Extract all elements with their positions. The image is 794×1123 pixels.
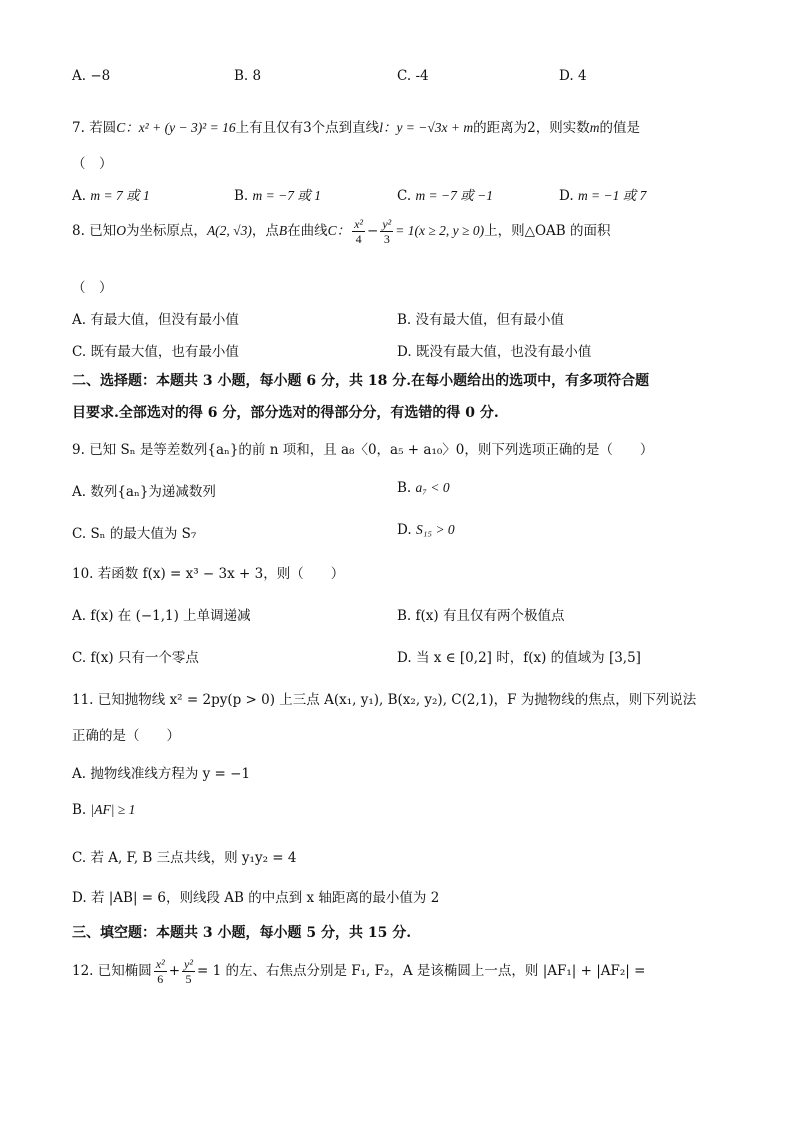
q8-fraction-x: $\frac{\text{x²}}{4}$ (354, 217, 364, 246)
q9-stem: 9. 已知 Sₙ 是等差数列{aₙ}的前 n 项和，且 a₈〈0，a₅ + a₁₀〉0，则下列选项正确的是（ ） (72, 442, 654, 458)
q7-option-a: A. m = 7 或 1 (72, 188, 150, 204)
section2-heading-line1: 二、选择题：本题共 3 小题，每小题 6 分，共 18 分.在每小题给出的选项中，有多项符合题 (72, 373, 650, 389)
q8-paren: （ ） (72, 280, 113, 296)
q8-option-c: C. 既有最大值，也有最小值 (72, 344, 239, 360)
q9-option-b: B. a₇ < 0 (397, 480, 450, 496)
q8-option-d: D. 既没有最大值，也没有最小值 (397, 344, 592, 360)
q9-option-a: A. 数列{aₙ}为递减数列 (72, 484, 216, 500)
q11-stem-line1: 11. 已知抛物线 x² = 2py(p > 0) 上三点 A(x₁, y₁), B(x₂, y₂), C(2,1)，F 为抛物线的焦点，则下列说法 (72, 692, 697, 708)
section3-heading: 三、填空题：本题共 3 小题，每小题 5 分，共 15 分. (72, 925, 412, 941)
q8-stem: 8. 已知O为坐标原点，A(2, √3)，点B在曲线C： $\frac{\text{x²}}{4}$ − $\frac{\text{y²}}{3}$ = 1(x ≥ 2, y ≥ 0)上，则△OAB 的面积 (72, 217, 611, 246)
q12-fraction-y: $\frac{\text{y²}}{5}$ (184, 957, 193, 986)
q10-option-c: C. f(x) 只有一个零点 (72, 650, 199, 666)
q6-option-b: B. 8 (234, 68, 262, 84)
q11-option-d: D. 若 |AB| = 6，则线段 AB 的中点到 x 轴距离的最小值为 2 (72, 890, 440, 906)
q12-fraction-x: $\frac{\text{x²}}{6}$ (155, 957, 165, 986)
q6-option-c: C. -4 (397, 68, 429, 84)
q9-option-d: D. S₁₅ > 0 (397, 522, 455, 538)
q11-option-c: C. 若 A, F, B 三点共线，则 y₁y₂ = 4 (72, 850, 297, 866)
q11-option-a: A. 抛物线准线方程为 y = −1 (72, 766, 251, 782)
q7-stem: 7. 若圆C：x² + (y − 3)² = 16上有且仅有3个点到直线l：y = −√3x + m的距离为2，则实数m的值是 (72, 120, 641, 136)
q8-option-a: A. 有最大值，但没有最小值 (72, 312, 239, 328)
q10-option-d: D. 当 x ∈ [0,2] 时，f(x) 的值域为 [3,5] (397, 650, 641, 666)
q6-option-a: A. −8 (72, 68, 111, 84)
q10-stem: 10. 若函数 f(x) = x³ − 3x + 3，则（ ） (72, 566, 345, 582)
q7-option-c: C. m = −7 或 −1 (397, 188, 494, 204)
q7-option-b: B. m = −7 或 1 (234, 188, 321, 204)
section2-heading-line2: 目要求.全部选对的得 6 分，部分选对的得部分分，有选错的得 0 分. (72, 405, 499, 421)
q10-option-b: B. f(x) 有且仅有两个极值点 (397, 608, 565, 624)
q8-option-b: B. 没有最大值，但有最小值 (397, 312, 565, 328)
q11-option-b: B. |AF| ≥ 1 (72, 802, 136, 818)
q8-fraction-y: $\frac{\text{y²}}{3}$ (382, 217, 392, 246)
q7-option-d: D. m = −1 或 7 (559, 188, 647, 204)
q6-option-d: D. 4 (559, 68, 587, 84)
q9-option-c: C. Sₙ 的最大值为 S₇ (72, 526, 197, 542)
q12-stem: 12. 已知椭圆 $\frac{\text{x²}}{6}$ + $\frac{\text{y²}}{5}$ = 1 的左、右焦点分别是 F₁, F₂，A 是该椭圆上一点，则 |AF₁| + |AF₂| = (72, 957, 646, 986)
q11-stem-line2: 正确的是（ ） (72, 728, 180, 744)
q7-paren: （ ） (72, 156, 113, 172)
q10-option-a: A. f(x) 在 (−1,1) 上单调递减 (72, 608, 251, 624)
